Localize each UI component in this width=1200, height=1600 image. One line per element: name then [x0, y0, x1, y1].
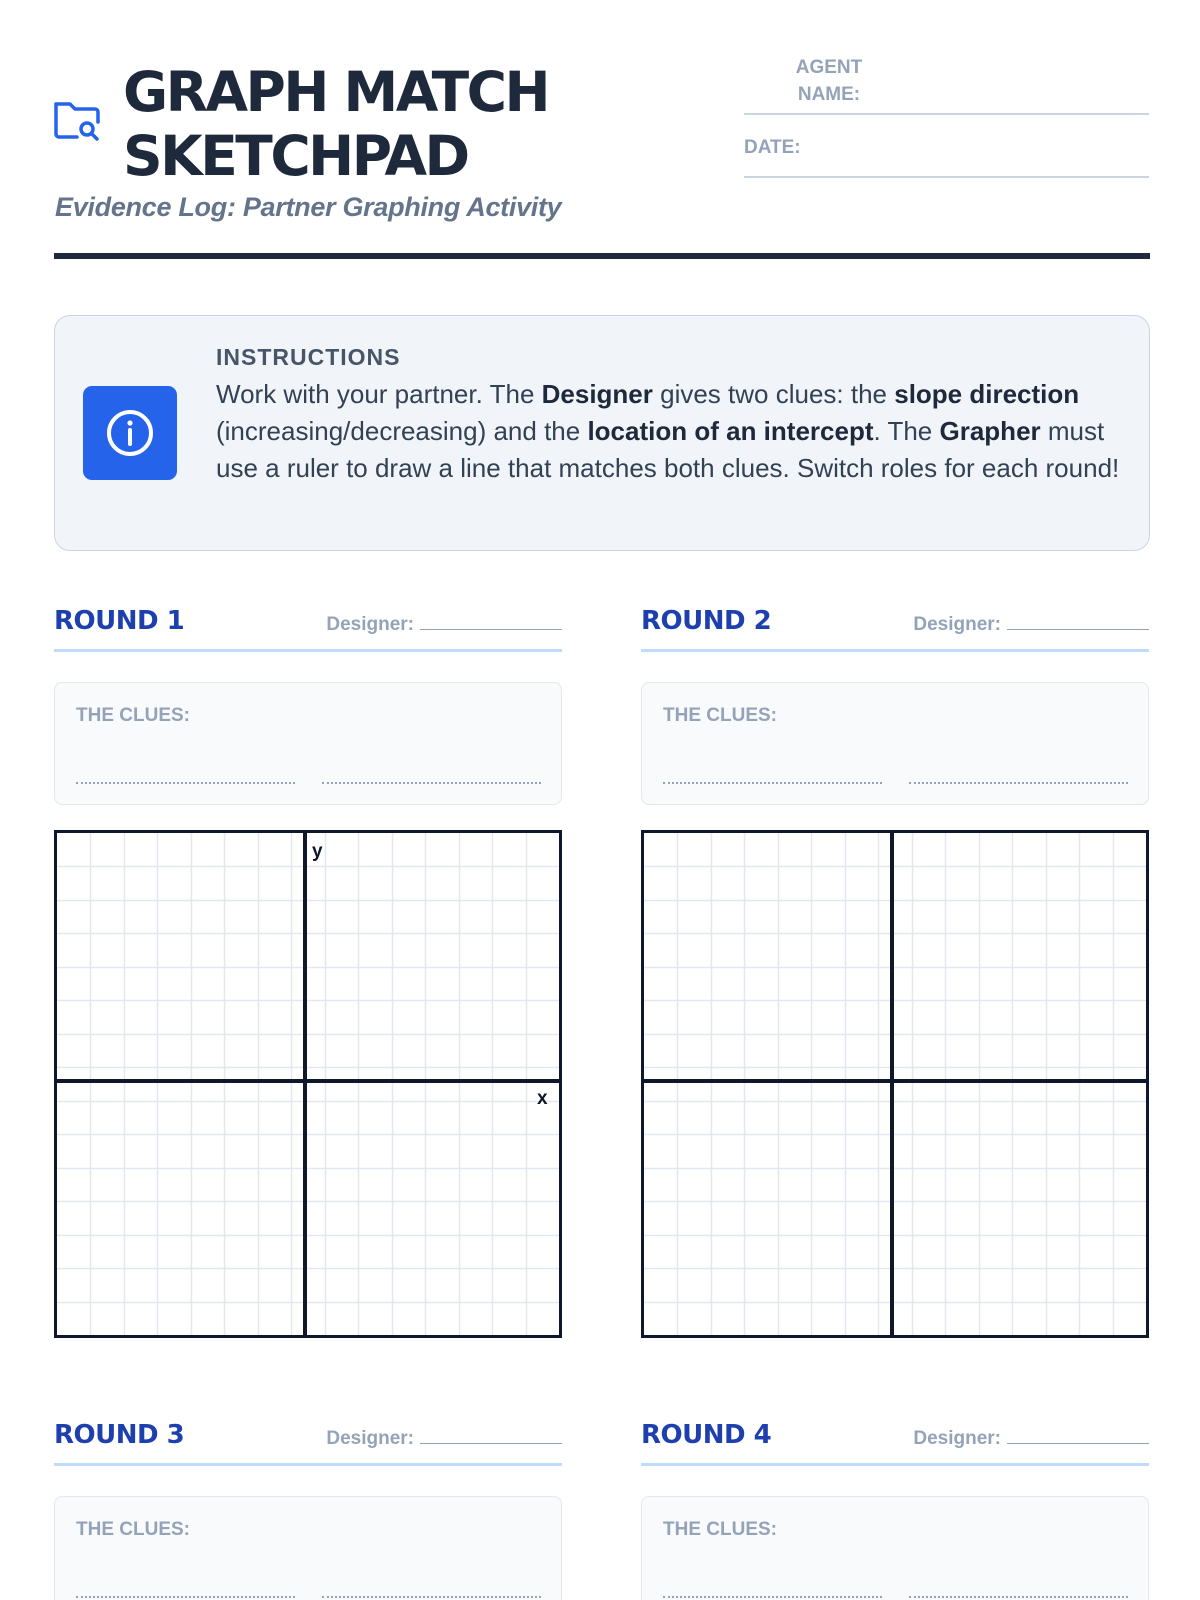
clue-1-line[interactable]: [76, 782, 295, 784]
designer-field[interactable]: Designer:: [326, 1428, 562, 1450]
round-title: ROUND 3: [54, 1420, 185, 1450]
designer-field[interactable]: Designer:: [326, 614, 562, 636]
header-divider: [54, 253, 1150, 259]
instructions-text: Work with your partner. The Designer gives two clues: the slope direction (increasing/decreasing) and the location of an intercept. The Grapher must use a ruler to draw a line that matches both clues. Switch roles for each round!: [216, 379, 1120, 483]
grid-lines: [57, 833, 559, 1335]
y-axis-label: y: [312, 841, 323, 862]
round-title: ROUND 2: [641, 606, 772, 636]
clues-box: [641, 682, 1149, 805]
clue-2-line[interactable]: [909, 782, 1128, 784]
clues-label: THE CLUES:: [76, 705, 190, 726]
page-subtitle: Evidence Log: Partner Graphing Activity: [55, 192, 562, 222]
round-header: [641, 602, 1149, 652]
round-header: [641, 1416, 1149, 1466]
clues-label: THE CLUES:: [663, 1519, 777, 1540]
clues-box: [641, 1496, 1149, 1600]
clue-2-line[interactable]: [322, 782, 541, 784]
round-title: ROUND 4: [641, 1420, 772, 1450]
round-header: [54, 1416, 562, 1466]
clues-label: THE CLUES:: [76, 1519, 190, 1540]
clue-2-line[interactable]: [909, 1596, 1128, 1598]
clues-box: [54, 682, 562, 805]
agent-name-field[interactable]: [744, 52, 1149, 115]
clues-label: THE CLUES:: [663, 705, 777, 726]
round-title: ROUND 1: [54, 606, 185, 636]
grid-lines: [644, 833, 1146, 1335]
clue-1-line[interactable]: [76, 1596, 295, 1598]
designer-field[interactable]: Designer:: [913, 614, 1149, 636]
date-label: DATE:: [744, 137, 801, 158]
title-line-1: GRAPH MATCH: [123, 60, 548, 124]
date-field[interactable]: [744, 135, 1149, 178]
round-header: [54, 602, 562, 652]
folder-search-icon: [52, 96, 102, 142]
clue-2-line[interactable]: [322, 1596, 541, 1598]
clue-1-line[interactable]: [663, 1596, 882, 1598]
instructions-heading: INSTRUCTIONS: [216, 344, 401, 370]
instructions-panel: [54, 315, 1150, 551]
x-axis-label: x: [537, 1088, 548, 1109]
page-title: [123, 60, 548, 188]
agent-name-label: AGENT NAME:: [795, 57, 863, 105]
clues-box: [54, 1496, 562, 1600]
coordinate-grid[interactable]: [54, 830, 562, 1338]
coordinate-grid[interactable]: [641, 830, 1149, 1338]
clue-1-line[interactable]: [663, 782, 882, 784]
designer-field[interactable]: Designer:: [913, 1428, 1149, 1450]
info-icon: [83, 386, 177, 480]
title-line-2: SKETCHPAD: [123, 124, 468, 188]
